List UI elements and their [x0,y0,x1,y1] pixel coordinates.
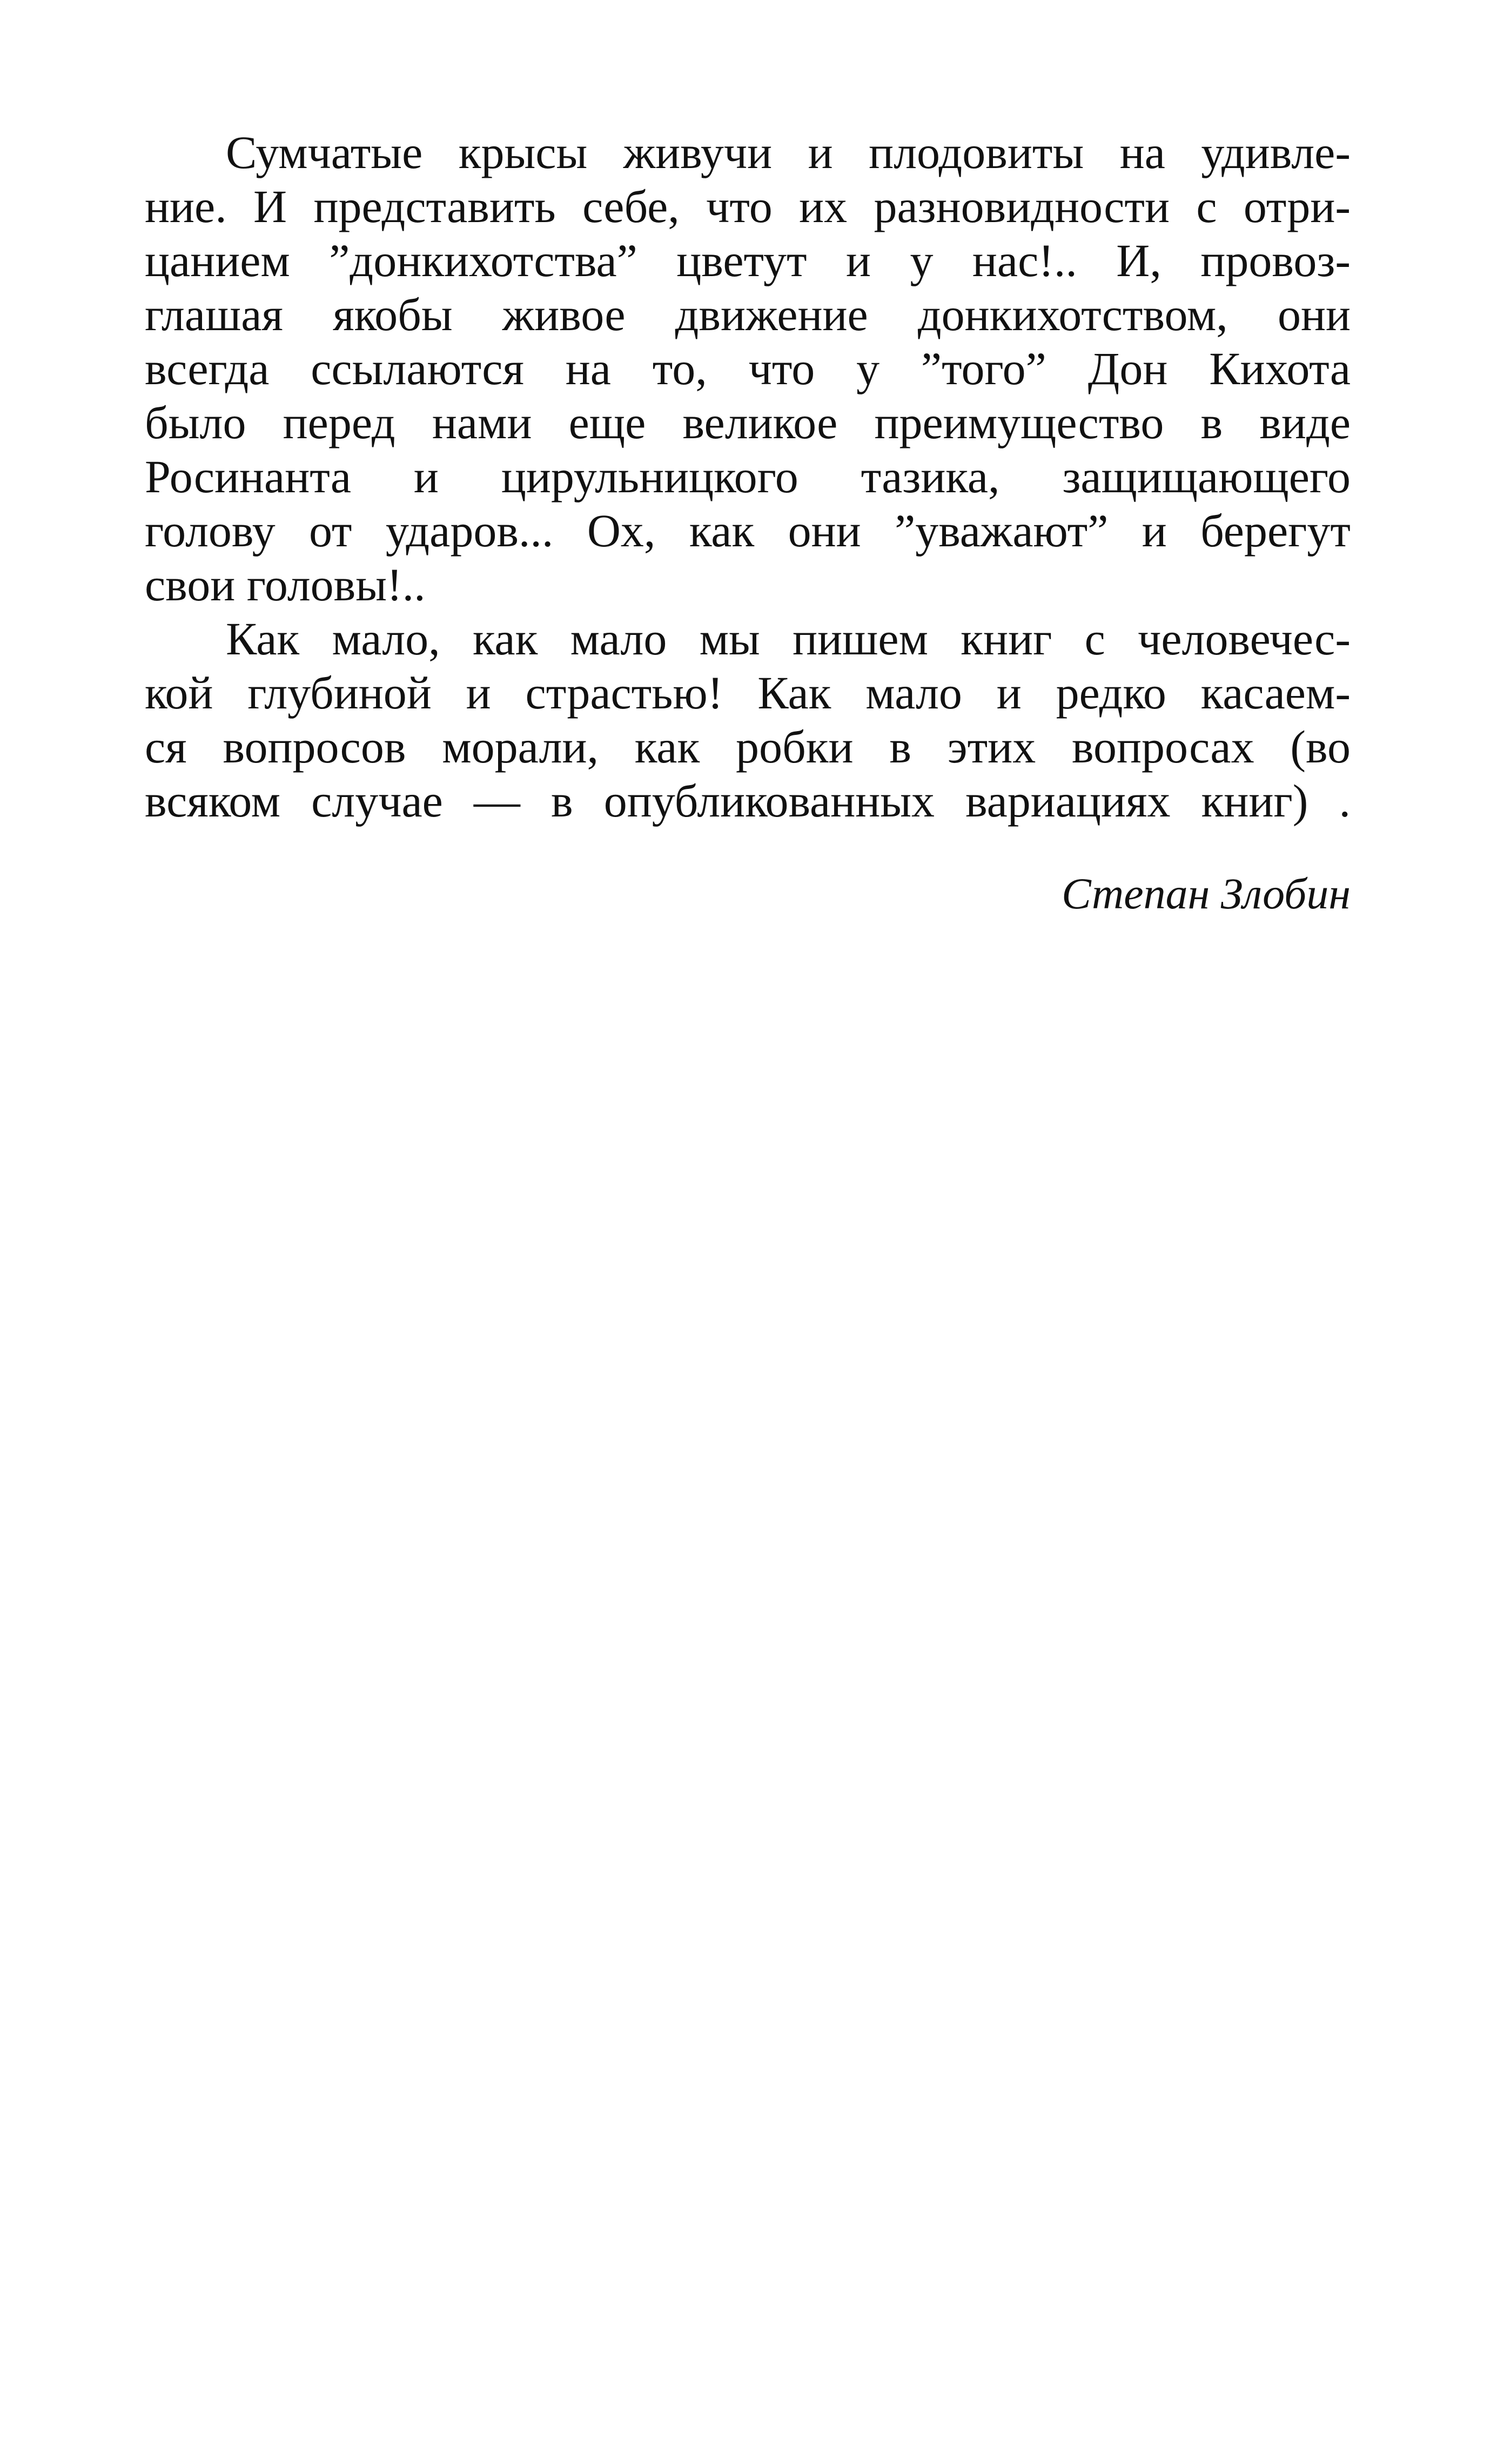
paragraph-2 [145,612,1351,828]
text-line: было перед нами еще великое преимущество в виде [145,397,1351,448]
text-line: голову от ударов... Ох, как они ”уважают” и берегут [145,505,1351,557]
text-line: цанием ”донкихотства” цветут и у нас!.. И, провоз- [145,235,1351,286]
text-line: глашая якобы живое движение донкихотством, они [145,289,1351,340]
text-line: Росинанта и цирульницкого тазика, защищающего [145,451,1351,503]
text-line: всегда ссылаются на то, что у ”того” Дон Кихота [145,343,1351,394]
document-page [145,125,1351,921]
text-line: кой глубиной и страстью! Как мало и редко касаем- [145,667,1351,719]
text-line: Как мало, как мало мы пишем книг с человечес- [226,613,1351,665]
author-signature: Степан Злобин [1062,869,1351,918]
text-line: ние. И представить себе, что их разновидности с отри- [145,180,1351,232]
text-line: Сумчатые крысы живучи и плодовиты на удивле- [226,126,1351,178]
text-line: свои головы!.. [145,559,426,611]
text-line: ся вопросов морали, как робки в этих вопросах (во [145,721,1351,773]
paragraph-1 [145,125,1351,612]
text-line: всяком случае — в опубликованных вариациях книг) . [145,775,1351,827]
